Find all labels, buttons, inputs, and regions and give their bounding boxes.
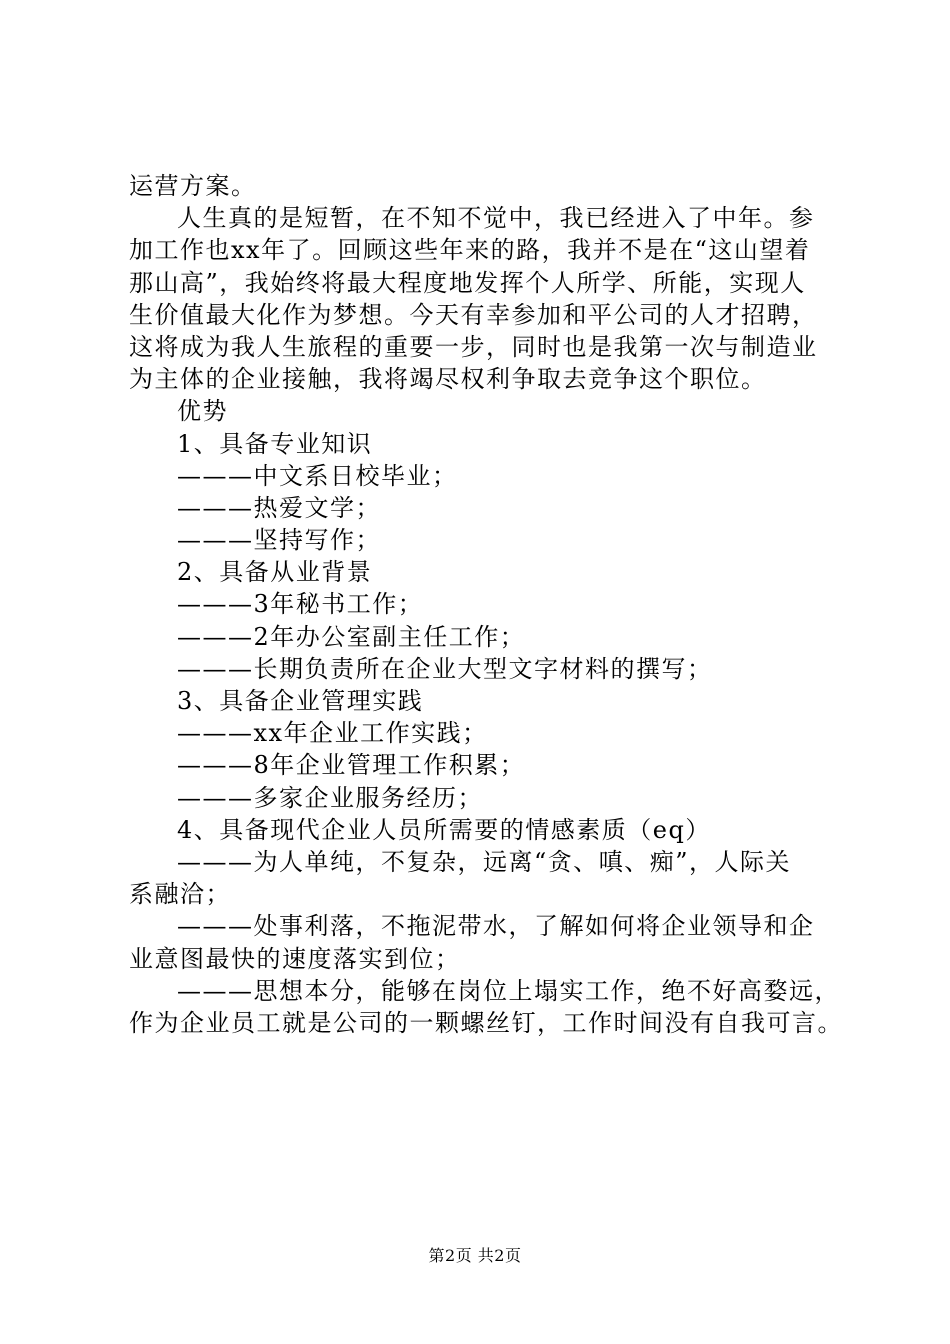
list-item: ———为人单纯，不复杂，远离“贪、嗔、痴”，人际关: [177, 847, 792, 876]
text-line: 这将成为我人生旅程的重要一步，同时也是我第一次与制造业: [129, 332, 818, 361]
list-heading: 4、具备现代企业人员所需要的情感素质（eq）: [177, 815, 711, 844]
list-item-continuation: 作为企业员工就是公司的一颗螺丝钉，工作时间没有自我可言。: [129, 1008, 843, 1037]
text-line: 人生真的是短暂，在不知不觉中，我已经进入了中年。参: [177, 204, 815, 233]
list-item: ———坚持写作；: [177, 526, 381, 555]
text-line: 那山高”，我始终将最大程度地发挥个人所学、所能，实现人: [129, 268, 806, 297]
list-item-continuation: 业意图最快的速度落实到位；: [129, 944, 461, 973]
list-heading: 1、具备专业知识: [177, 429, 373, 458]
list-heading: 3、具备企业管理实践: [177, 687, 424, 715]
list-item: ———xx年企业工作实践；: [177, 719, 488, 748]
list-item: ———8年企业管理工作积累；: [177, 751, 526, 780]
list-item: ———多家企业服务经历；: [177, 783, 483, 812]
text-line: 生价值最大化作为梦想。今天有幸参加和平公司的人才招聘，: [129, 300, 818, 329]
text-line: 运营方案。: [129, 172, 257, 200]
text-line: 加工作也xx年了。回顾这些年来的路，我并不是在“这山望着: [129, 236, 811, 265]
document-body: [129, 170, 843, 1039]
page-number-footer: 第2页 共2页: [428, 1246, 522, 1265]
list-item: ———长期负责所在企业大型文字材料的撰写；: [177, 654, 713, 683]
list-item: ———热爱文学；: [177, 493, 381, 522]
list-heading: 2、具备从业背景: [177, 558, 373, 587]
list-item: ———3年秘书工作；: [177, 590, 424, 619]
list-item-continuation: 系融洽；: [129, 880, 231, 909]
list-item: ———中文系日校毕业；: [177, 461, 458, 490]
text-line: 为主体的企业接触，我将竭尽权利争取去竞争这个职位。: [129, 365, 767, 394]
list-item: ———2年办公室副主任工作；: [177, 622, 526, 651]
list-item: ———思想本分，能够在岗位上塌实工作，绝不好高婺远，: [177, 976, 840, 1005]
section-heading: 优势: [177, 397, 228, 426]
list-item: ———处事利落，不拖泥带水，了解如何将企业领导和企: [177, 912, 815, 941]
